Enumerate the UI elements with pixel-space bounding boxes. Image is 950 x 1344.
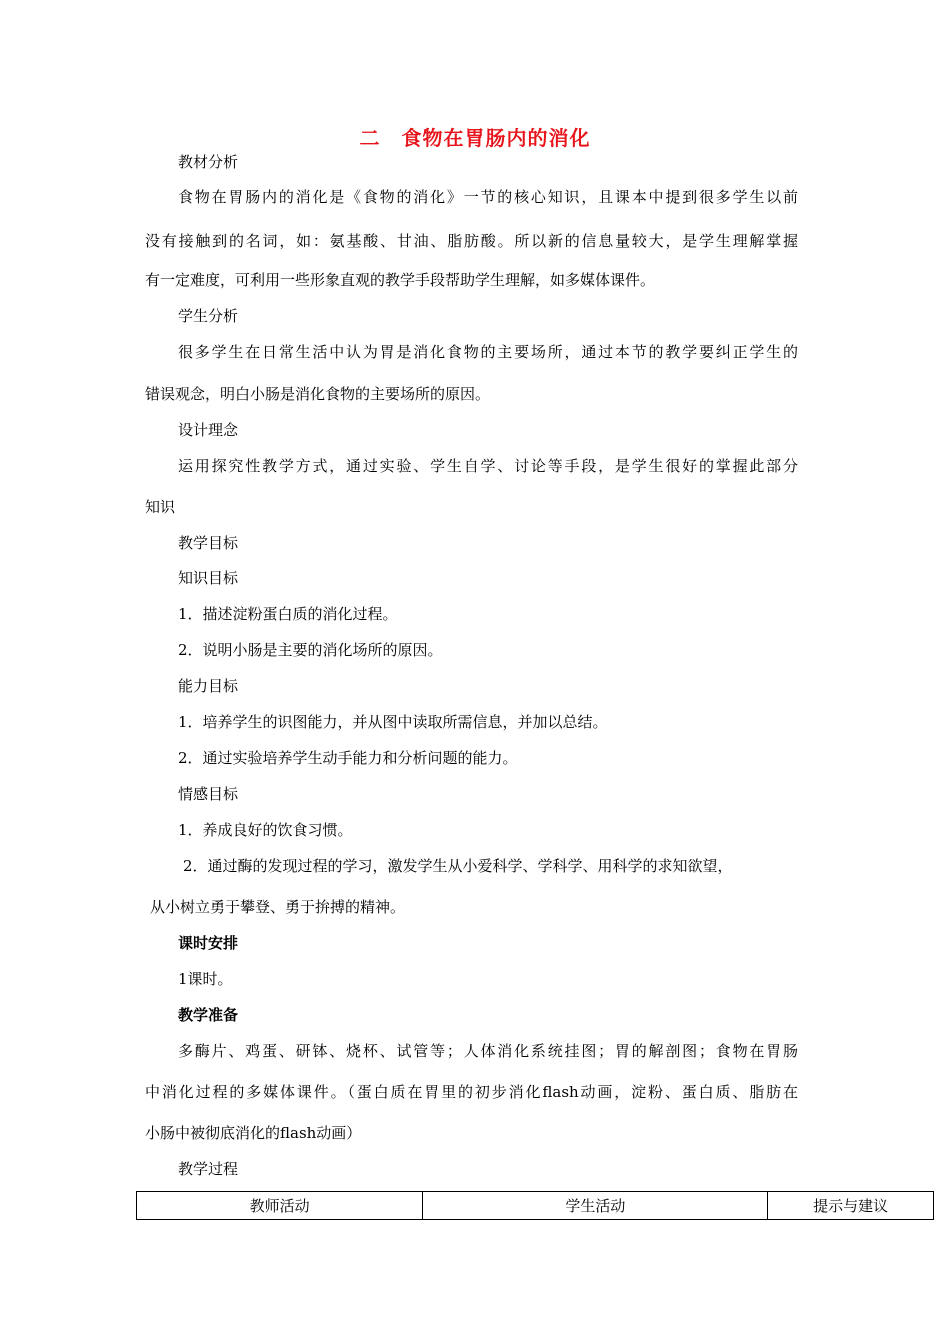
table-header-row <box>137 1192 934 1220</box>
process-table <box>136 1191 934 1220</box>
design-line-1: 运用探究性教学方式，通过实验、学生自学、讨论等手段，是学生很好的掌握此部分 <box>178 457 798 475</box>
heading-schedule: 课时安排 <box>178 934 239 952</box>
heading-emotion: 情感目标 <box>178 785 239 803</box>
heading-goals: 教学目标 <box>178 534 239 552</box>
column-student: 学生活动 <box>423 1192 768 1220</box>
heading-student: 学生分析 <box>178 307 239 325</box>
student-line-1: 很多学生在日常生活中认为胃是消化食物的主要场所，通过本节的教学要纠正学生的 <box>178 343 798 361</box>
heading-process: 教学过程 <box>178 1160 239 1178</box>
emotion-item-1: 1．养成良好的饮食习惯。 <box>178 821 353 839</box>
material-line-1: 食物在胃肠内的消化是《食物的消化》一节的核心知识，且课本中提到很多学生以前 <box>178 188 798 206</box>
material-line-2: 没有接触到的名词，如：氨基酸、甘油、脂肪酸。所以新的信息量较大，是学生理解掌握 <box>145 232 798 250</box>
emotion-item-3: 从小树立勇于攀登、勇于拚搏的精神。 <box>150 898 406 916</box>
knowledge-item-1: 1．描述淀粉蛋白质的消化过程。 <box>178 605 398 623</box>
material-line-3: 有一定难度，可利用一些形象直观的教学手段帮助学生理解，如多媒体课件。 <box>145 271 656 289</box>
ability-item-1: 1．培养学生的识图能力，并从图中读取所需信息，并加以总结。 <box>178 713 608 731</box>
ability-item-2: 2．通过实验培养学生动手能力和分析问题的能力。 <box>178 749 518 767</box>
prep-line-1: 多酶片、鸡蛋、研钵、烧杯、试管等；人体消化系统挂图；胃的解剖图；食物在胃肠 <box>178 1042 798 1060</box>
prep-line-2: 中消化过程的多媒体课件。（蛋白质在胃里的初步消化flash动画，淀粉、蛋白质、脂肪在 <box>145 1083 798 1101</box>
heading-prep: 教学准备 <box>178 1006 239 1024</box>
heading-knowledge: 知识目标 <box>178 569 239 587</box>
page-title: 二 食物在胃肠内的消化 <box>359 126 591 150</box>
heading-material: 教材分析 <box>178 153 239 171</box>
knowledge-item-2: 2．说明小肠是主要的消化场所的原因。 <box>178 641 443 659</box>
heading-design: 设计理念 <box>178 421 239 439</box>
emotion-item-2: 2．通过酶的发现过程的学习，激发学生从小爱科学、学科学、用科学的求知欲望， <box>183 857 733 875</box>
column-tips: 提示与建议 <box>768 1192 934 1220</box>
student-line-2: 错误观念，明白小肠是消化食物的主要场所的原因。 <box>145 385 491 403</box>
column-teacher: 教师活动 <box>137 1192 423 1220</box>
prep-line-3: 小肠中被彻底消化的flash动画） <box>145 1124 362 1142</box>
schedule-text: 1课时。 <box>178 970 233 988</box>
design-line-2: 知识 <box>145 498 176 516</box>
heading-ability: 能力目标 <box>178 677 239 695</box>
